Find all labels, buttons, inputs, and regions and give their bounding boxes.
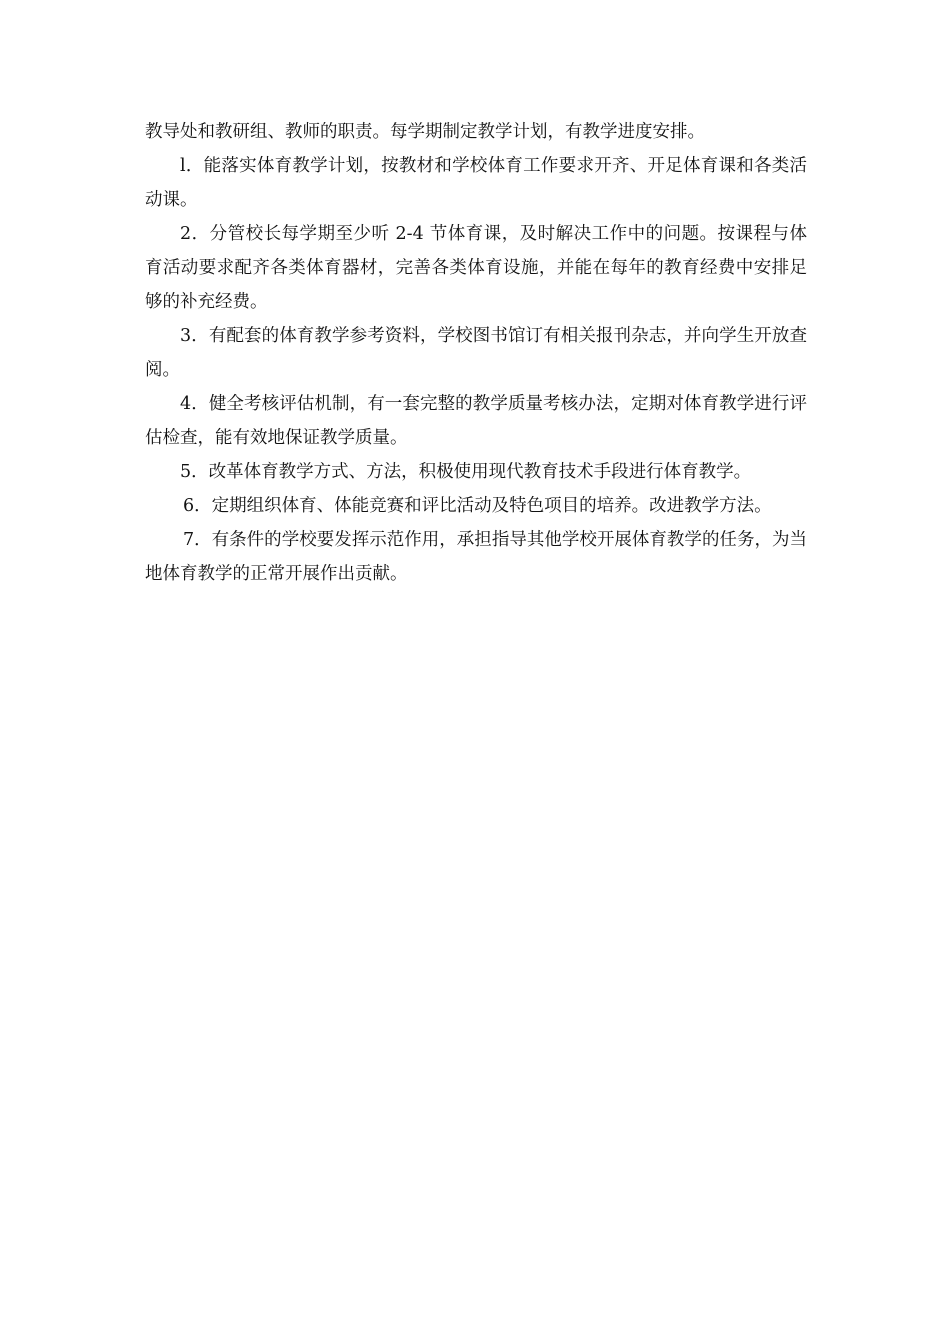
paragraph-item-4: 4．健全考核评估机制，有一套完整的教学质量考核办法，定期对体育教学进行评估检查，能有效地保证教学质量。 bbox=[145, 394, 807, 448]
paragraph-item-3: 3．有配套的体育教学参考资料，学校图书馆订有相关报刊杂志，并向学生开放查阅。 bbox=[145, 326, 807, 380]
paragraph-item-6: 6．定期组织体育、体能竞赛和评比活动及特色项目的培养。改进教学方法。 bbox=[183, 496, 772, 516]
paragraph-item-1: l．能落实体育教学计划，按教材和学校体育工作要求开齐、开足体育课和各类活动课。 bbox=[145, 156, 807, 210]
document-body bbox=[145, 115, 807, 591]
paragraph-item-5: 5．改革体育教学方式、方法，积极使用现代教育技术手段进行体育教学。 bbox=[180, 462, 752, 482]
paragraph-intro: 教导处和教研组、教师的职责。每学期制定教学计划，有教学进度安排。 bbox=[145, 122, 705, 142]
paragraph-item-7: 7．有条件的学校要发挥示范作用，承担指导其他学校开展体育教学的任务，为当地体育教学的正常开展作出贡献。 bbox=[145, 530, 807, 584]
paragraph-item-2: 2．分管校长每学期至少听 2-4 节体育课，及时解决工作中的问题。按课程与体育活动要求配齐各类体育器材，完善各类体育设施，并能在每年的教育经费中安排足够的补充经费。 bbox=[145, 224, 807, 312]
